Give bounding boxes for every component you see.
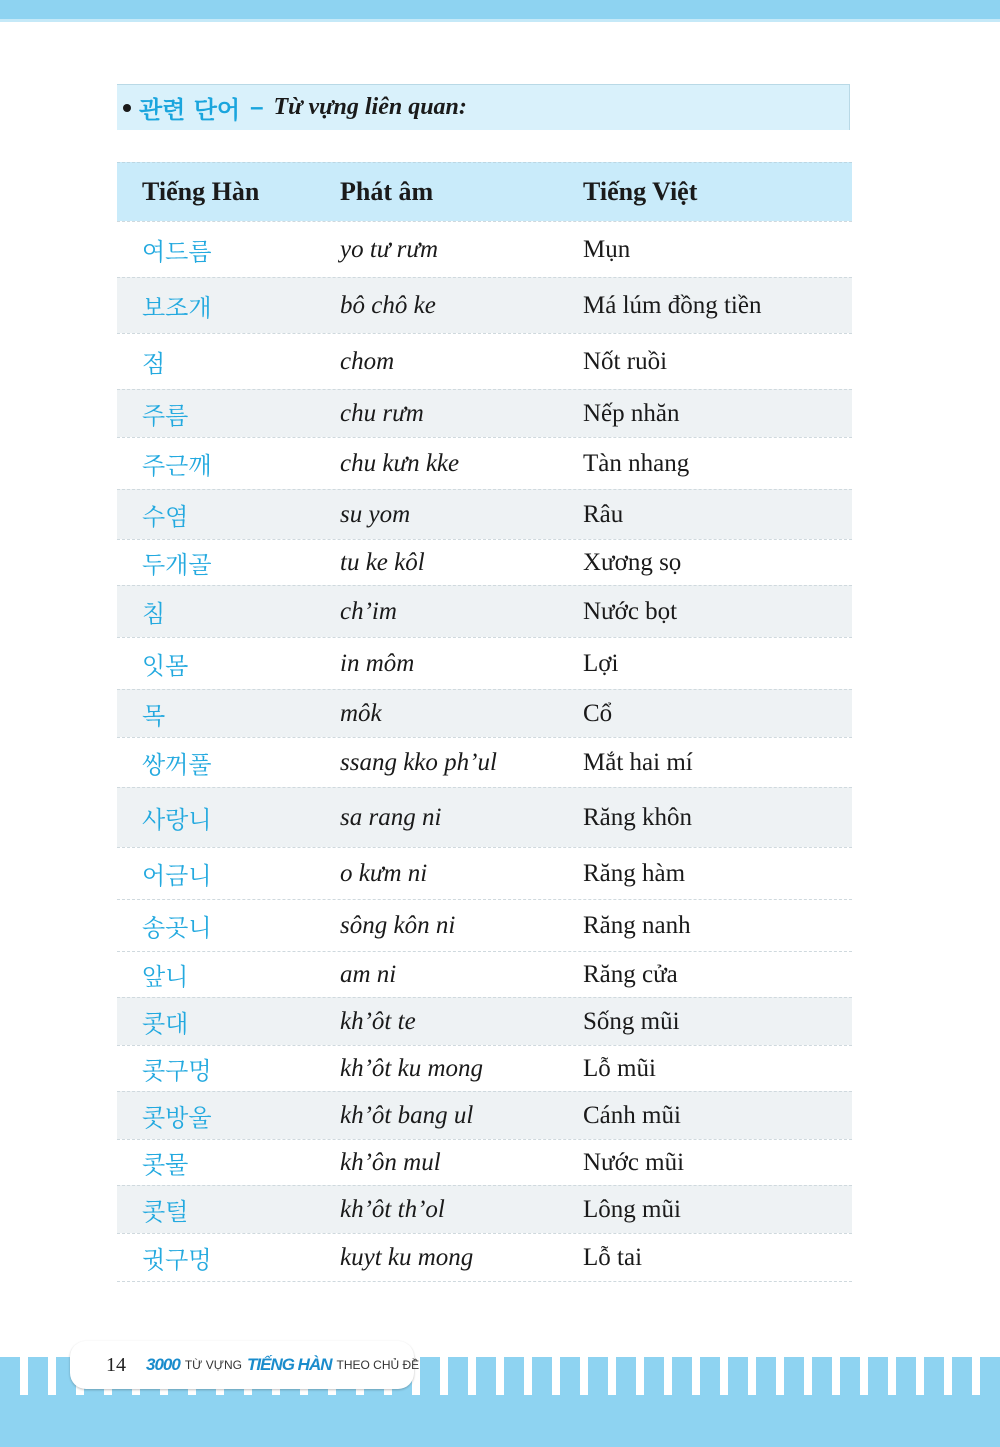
table-row	[117, 333, 852, 389]
table-row	[117, 951, 852, 997]
section-title-dash: –	[250, 93, 264, 121]
cell-vietnamese: Mắt hai mí	[583, 748, 693, 776]
header-korean: Tiếng Hàn	[142, 177, 260, 206]
cell-pronunciation: chu kưn kke	[340, 449, 460, 477]
cell-korean: 점	[142, 350, 166, 378]
book-title-big: TIẾNG HÀN	[247, 1355, 332, 1374]
table-row	[117, 437, 852, 489]
cell-pronunciation: yo tư rưm	[340, 235, 439, 263]
table-row	[117, 689, 852, 737]
cell-vietnamese: Nước bọt	[583, 597, 678, 625]
cell-pronunciation: in môm	[340, 649, 415, 677]
cell-pronunciation: chom	[340, 347, 395, 375]
table-body	[117, 221, 852, 1281]
cell-pronunciation: môk	[340, 699, 382, 727]
cell-vietnamese: Răng khôn	[583, 803, 693, 831]
cell-pronunciation: kh’ôn mul	[340, 1148, 441, 1176]
cell-korean: 주름	[142, 402, 189, 430]
vocabulary-table	[117, 162, 852, 1282]
cell-vietnamese: Cổ	[583, 699, 613, 727]
cell-vietnamese: Má lúm đồng tiền	[583, 291, 762, 319]
cell-vietnamese: Cánh mũi	[583, 1101, 681, 1129]
table-row	[117, 1045, 852, 1091]
section-header	[117, 84, 850, 130]
cell-pronunciation: tu ke kôl	[340, 548, 425, 576]
cell-korean: 콧털	[142, 1198, 189, 1226]
cell-vietnamese: Lợi	[583, 649, 619, 677]
cell-korean: 보조개	[142, 294, 212, 322]
cell-pronunciation: ch’im	[340, 597, 397, 625]
table-row	[117, 221, 852, 277]
cell-vietnamese: Mụn	[583, 235, 631, 263]
cell-pronunciation: su yom	[340, 500, 411, 528]
cell-pronunciation: sông kôn ni	[340, 911, 456, 939]
cell-korean: 쌍꺼풀	[142, 751, 212, 779]
cell-korean: 귓구멍	[142, 1246, 212, 1274]
bullet-icon	[123, 104, 131, 112]
cell-vietnamese: Lỗ mũi	[583, 1054, 656, 1082]
cell-korean: 콧물	[142, 1151, 189, 1179]
table-row	[117, 277, 852, 333]
table-row	[117, 389, 852, 437]
cell-pronunciation: bô chô ke	[340, 291, 436, 319]
cell-korean: 목	[142, 702, 166, 730]
page-number: 14	[106, 1353, 126, 1376]
cell-pronunciation: am ni	[340, 960, 397, 988]
top-decorative-bar	[0, 0, 1000, 22]
cell-korean: 콧방울	[142, 1104, 212, 1132]
cell-pronunciation: sa rang ni	[340, 803, 442, 831]
table-row	[117, 539, 852, 585]
cell-korean: 침	[142, 600, 166, 628]
section-title-korean: 관련 단어	[139, 96, 241, 124]
cell-vietnamese: Nếp nhăn	[583, 399, 680, 427]
table-row	[117, 1233, 852, 1281]
cell-korean: 수염	[142, 503, 189, 531]
table-row	[117, 1091, 852, 1139]
cell-korean: 잇몸	[142, 652, 189, 680]
cell-korean: 앞니	[142, 963, 189, 991]
cell-vietnamese: Râu	[583, 500, 624, 528]
cell-vietnamese: Xương sọ	[583, 548, 682, 576]
footer-bottom-band	[0, 1395, 1000, 1447]
cell-korean: 여드름	[142, 238, 212, 266]
table-row	[117, 899, 852, 951]
cell-korean: 사랑니	[142, 806, 212, 834]
cell-pronunciation: kh’ôt ku mong	[340, 1054, 484, 1082]
table-header-row	[117, 162, 852, 221]
cell-pronunciation: chu rưm	[340, 399, 424, 427]
cell-korean: 두개골	[142, 551, 212, 579]
section-title-vietnamese: Từ vựng liên quan:	[273, 94, 467, 120]
footer-book-label	[70, 1341, 420, 1389]
cell-vietnamese: Lông mũi	[583, 1195, 681, 1223]
cell-vietnamese: Tàn nhang	[583, 449, 690, 477]
cell-korean: 어금니	[142, 862, 212, 890]
cell-vietnamese: Nốt ruồi	[583, 347, 668, 375]
table-row	[117, 847, 852, 899]
table-bottom-border	[117, 1281, 852, 1282]
cell-pronunciation: o kưm ni	[340, 859, 428, 887]
cell-korean: 주근깨	[142, 452, 212, 480]
header-pronunciation: Phát âm	[340, 177, 434, 206]
table-row	[117, 787, 852, 847]
header-vietnamese: Tiếng Việt	[583, 177, 698, 206]
cell-vietnamese: Nước mũi	[583, 1148, 685, 1176]
table-row	[117, 637, 852, 689]
cell-vietnamese: Sống mũi	[583, 1007, 680, 1035]
table-row	[117, 1185, 852, 1233]
table-row	[117, 997, 852, 1045]
book-words-a: TỪ VỰNG	[184, 1358, 242, 1372]
table-row	[117, 1139, 852, 1185]
cell-pronunciation: kh’ôt th’ol	[340, 1195, 445, 1223]
cell-vietnamese: Răng hàm	[583, 859, 686, 887]
table-row	[117, 585, 852, 637]
cell-korean: 콧구멍	[142, 1057, 212, 1085]
book-words-b: THEO CHỦ ĐỀ	[336, 1358, 420, 1372]
cell-vietnamese: Răng nanh	[583, 911, 691, 939]
table-row	[117, 489, 852, 539]
cell-pronunciation: kh’ôt te	[340, 1007, 416, 1035]
book-number: 3000	[146, 1355, 180, 1374]
cell-pronunciation: kuyt ku mong	[340, 1243, 474, 1271]
cell-pronunciation: ssang kko ph’ul	[340, 748, 497, 776]
table-row	[117, 737, 852, 787]
cell-vietnamese: Lỗ tai	[583, 1243, 643, 1271]
cell-vietnamese: Răng cửa	[583, 960, 678, 988]
cell-korean: 콧대	[142, 1010, 189, 1038]
cell-korean: 송곳니	[142, 914, 212, 942]
cell-pronunciation: kh’ôt bang ul	[340, 1101, 474, 1129]
